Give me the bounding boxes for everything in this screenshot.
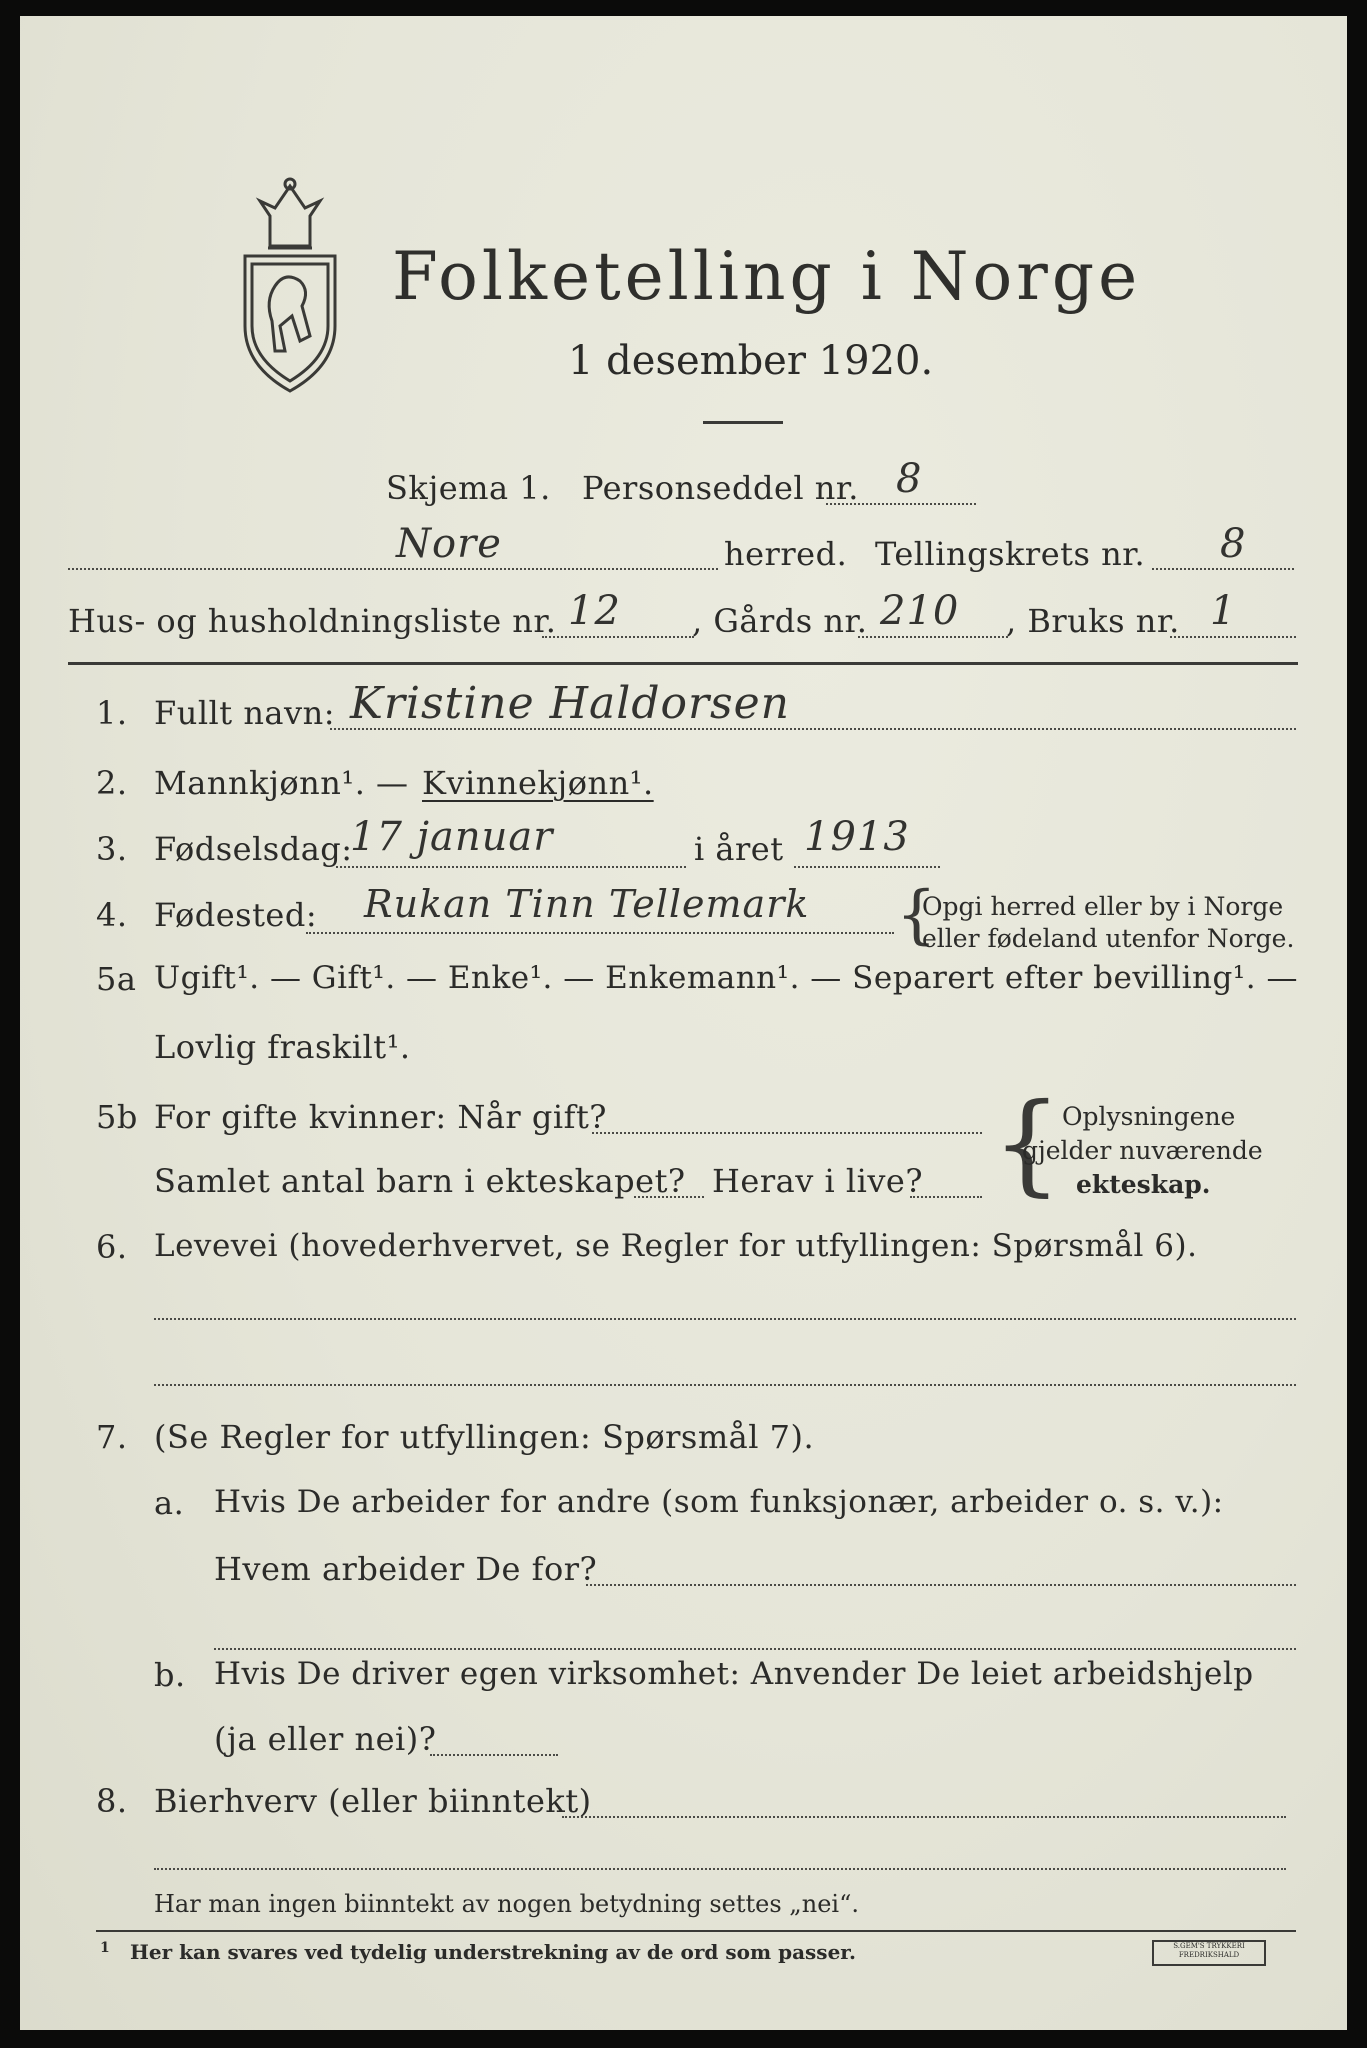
full-name-value[interactable]: Kristine Haldorsen	[350, 678, 790, 729]
q5b-alive-label: Herav i live?	[712, 1162, 924, 1200]
gards-value[interactable]: 210	[880, 588, 960, 634]
q4-label: Fødested:	[154, 896, 318, 934]
herred-line	[68, 568, 718, 570]
q5b-note-line3: ekteskap.	[1076, 1170, 1211, 1199]
birth-year-value[interactable]: 1913	[804, 814, 910, 860]
q8-label: Bierhverv (eller biinntekt)	[154, 1782, 592, 1820]
q7b-line2: (ja eller nei)?	[214, 1720, 437, 1758]
form-date: 1 desember 1920.	[568, 338, 934, 384]
q5b-married-label: For gifte kvinner: Når gift?	[154, 1098, 607, 1136]
tellingskrets-line	[1152, 568, 1294, 570]
q7a-line	[586, 1584, 1296, 1586]
q6-label: Levevei (hovederhvervet, se Regler for utfyllingen: Spørsmål 6).	[154, 1228, 1198, 1264]
q4-number: 4.	[96, 896, 128, 934]
q4-note-line1: Opgi herred eller by i Norge	[922, 892, 1284, 921]
q7-number: 7.	[96, 1418, 128, 1456]
q7-label: (Se Regler for utfyllingen: Spørsmål 7).	[154, 1418, 815, 1456]
income-note: Har man ingen biinntekt av nogen betydning settes „nei“.	[154, 1890, 859, 1918]
q5b-married-line	[592, 1132, 982, 1134]
q8-line	[562, 1816, 1286, 1818]
q6-number: 6.	[96, 1228, 128, 1266]
marital-status-options[interactable]: Ugift¹. — Gift¹. — Enke¹. — Enkemann¹. — Separert efter bevilling¹. —	[154, 960, 1298, 996]
tellingskrets-label: Tellingskrets nr.	[875, 535, 1146, 573]
q5b-brace: {	[992, 1079, 1062, 1207]
q3-label: Fødselsdag:	[154, 830, 353, 868]
footer-divider	[96, 1930, 1296, 1932]
q5b-note-line1: Oplysningene	[1062, 1102, 1236, 1131]
gender-female[interactable]: Kvinnekjønn¹.	[422, 764, 654, 802]
herred-value[interactable]: Nore	[396, 521, 502, 567]
schema-label: Skjema 1.	[386, 469, 551, 507]
personseddel-label: Personseddel nr.	[582, 469, 859, 507]
q7b-number: b.	[154, 1656, 186, 1694]
q1-number: 1.	[96, 694, 128, 732]
q5b-alive-line	[910, 1196, 982, 1198]
coat-of-arms-icon	[230, 176, 350, 400]
bruks-label: , Bruks nr.	[1006, 602, 1180, 640]
q8-number: 8.	[96, 1782, 128, 1820]
birthplace-value[interactable]: Rukan Tinn Tellemark	[364, 882, 810, 926]
title-divider	[703, 421, 783, 424]
footnote-text: Her kan svares ved tydelig understrekning av de ord som passer.	[130, 1940, 856, 1964]
q7a-number: a.	[154, 1484, 185, 1522]
q3-line	[336, 866, 686, 868]
footnote-mark: 1	[100, 1940, 110, 1956]
gards-label: , Gårds nr.	[692, 602, 868, 640]
bruks-value[interactable]: 1	[1210, 588, 1237, 634]
q7b-line	[430, 1754, 558, 1756]
census-form	[20, 16, 1347, 2030]
q4-brace: {	[896, 878, 937, 952]
q5b-children-label: Samlet antal barn i ekteskapet?	[154, 1162, 686, 1200]
marital-status-divorced[interactable]: Lovlig fraskilt¹.	[154, 1028, 411, 1066]
q3-number: 3.	[96, 830, 128, 868]
tellingskrets-value[interactable]: 8	[1220, 521, 1247, 567]
q2-number: 2.	[96, 764, 128, 802]
personseddel-value[interactable]: 8	[896, 456, 923, 502]
q7a-extra-line	[214, 1648, 1296, 1650]
form-title: Folketelling i Norge	[392, 238, 1142, 315]
q8-extra-line	[154, 1868, 1286, 1870]
birthday-value[interactable]: 17 januar	[350, 814, 554, 860]
q6-line-2	[154, 1384, 1296, 1386]
bruks-line	[1170, 636, 1296, 638]
gender-male[interactable]: Mannkjønn¹. —	[154, 764, 409, 802]
hus-label: Hus- og husholdningsliste nr.	[68, 602, 557, 640]
q7a-line2: Hvem arbeider De for?	[214, 1550, 598, 1588]
q1-label: Fullt navn:	[154, 694, 335, 732]
q4-line	[306, 932, 894, 934]
header-divider	[68, 662, 1298, 665]
q7b-line1: Hvis De driver egen virksomhet: Anvender De leiet arbeidshjelp	[214, 1656, 1254, 1692]
q6-line-1	[154, 1318, 1296, 1320]
q3-year-label: i året	[694, 830, 784, 868]
q5b-number: 5b	[96, 1098, 138, 1136]
q5a-number: 5a	[96, 960, 137, 998]
q3-year-line	[794, 866, 940, 868]
gards-line	[858, 636, 1008, 638]
q5b-children-line	[634, 1196, 704, 1198]
personseddel-line	[826, 503, 976, 505]
herred-label: herred.	[724, 535, 848, 573]
q5b-note-line2: gjelder nuværende	[1022, 1136, 1263, 1165]
printer-stamp: S.GEM'S TRYKKERI FREDRIKSHALD	[1152, 1940, 1266, 1966]
hus-value[interactable]: 12	[568, 588, 621, 634]
q7a-line1: Hvis De arbeider for andre (som funksjonær, arbeider o. s. v.):	[214, 1484, 1224, 1520]
hus-line	[542, 636, 694, 638]
q4-note-line2: eller fødeland utenfor Norge.	[922, 924, 1295, 953]
